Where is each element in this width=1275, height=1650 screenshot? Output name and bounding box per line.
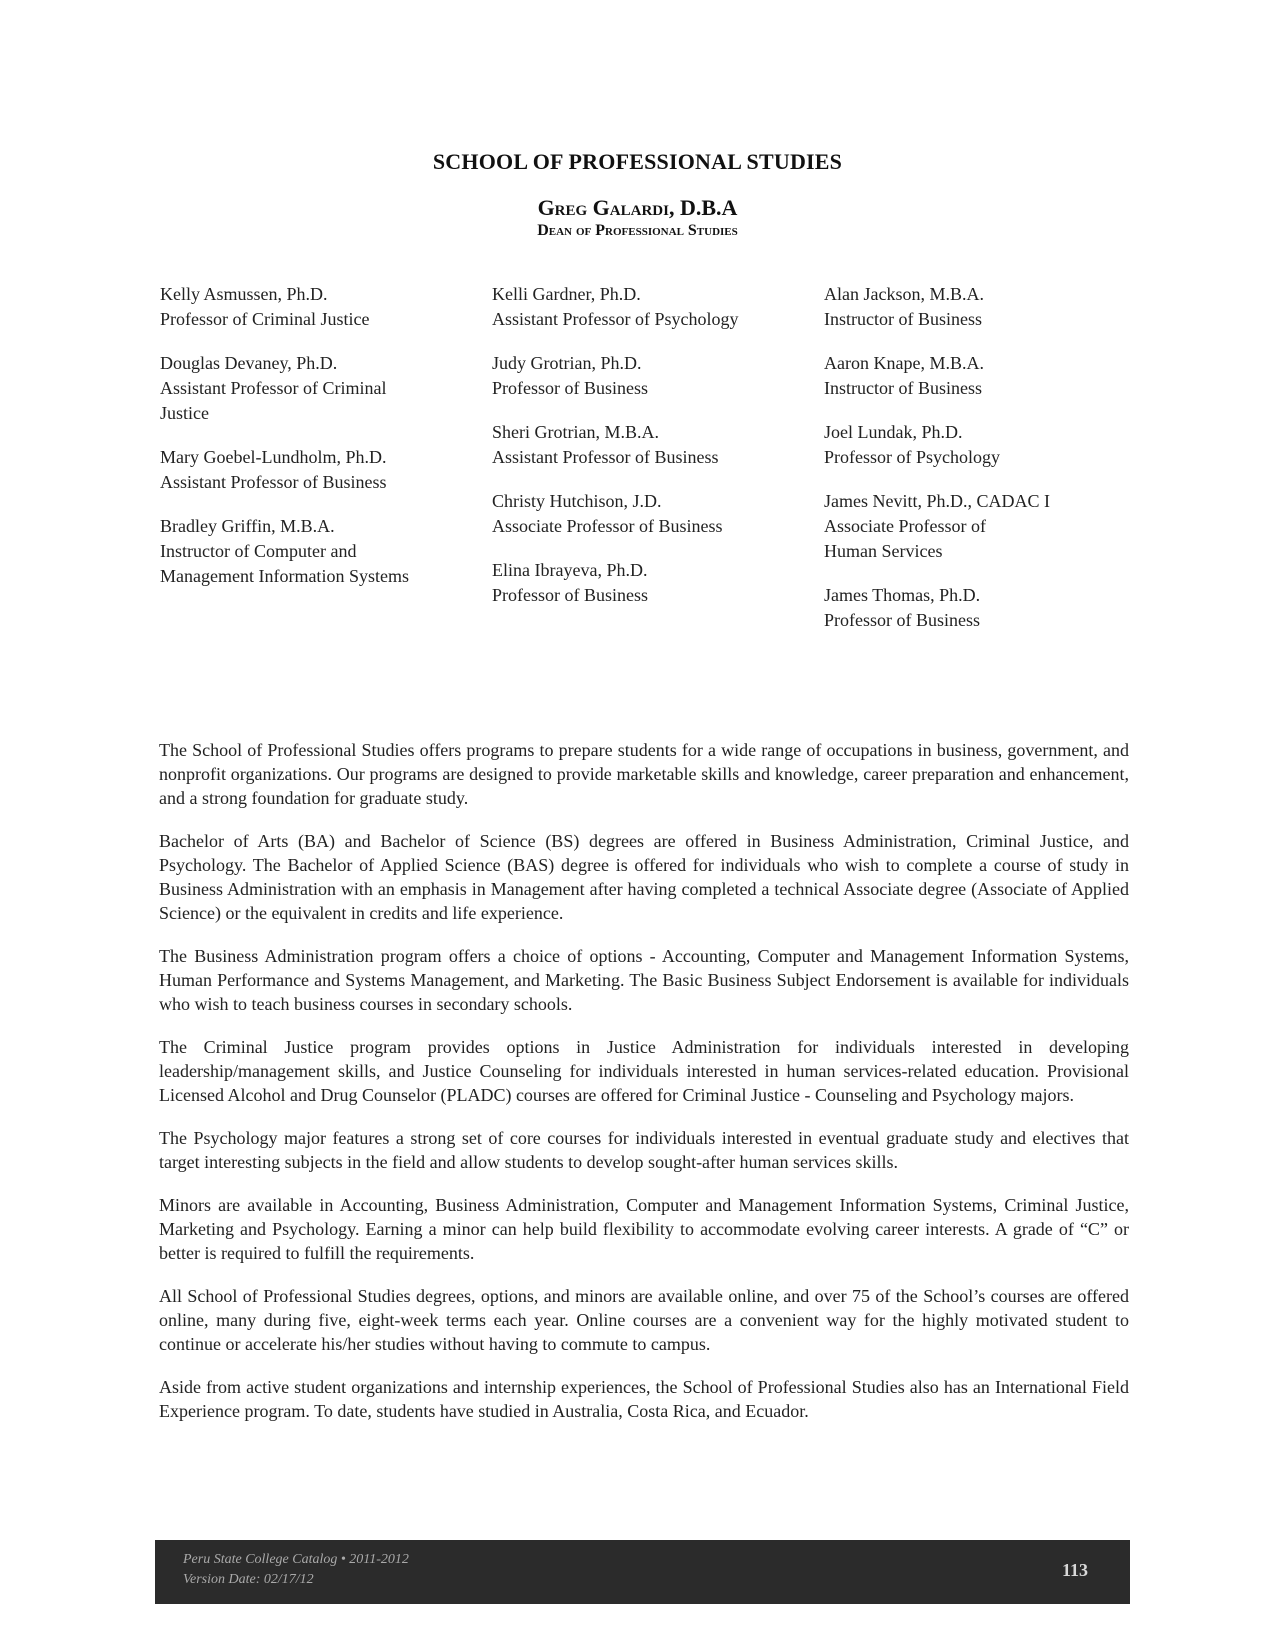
faculty-member [492,351,792,401]
faculty-member [160,282,460,332]
faculty-column-1 [160,282,460,608]
faculty-title: Professor of Business [492,378,648,398]
dean-title: Dean of Professional Studies [537,222,738,239]
faculty-member [824,489,1114,564]
faculty-title: Associate Professor of Human Services [824,516,986,561]
faculty-column-2 [492,282,792,627]
page-title: SCHOOL OF PROFESSIONAL STUDIES [432,149,843,174]
faculty-member [824,282,1114,332]
faculty-title: Assistant Professor of Business [160,472,387,492]
paragraph-criminal-justice: The Criminal Justice program provides options in Justice Administration for individuals interested in developing leadership/management skills, and Justice Counseling for individuals interested in human services-related education. Provisional Licensed Alcohol and Drug Counselor (PLADC) courses are offered for Criminal Justice - Counseling and Psychology majors. [159,1037,1129,1105]
page-number: 113 [1061,1560,1088,1580]
faculty-name: Judy Grotrian, Ph.D. [492,353,642,373]
faculty-member [160,514,460,589]
faculty-member [492,282,792,332]
faculty-member [492,558,792,608]
paragraph-online: All School of Professional Studies degrees, options, and minors are available online, and over 75 of the School’s courses are offered online, many during five, eight-week terms each year. Online courses are a convenient way for the highly motivated student to continue or accelerate his/her studies without having to commute to campus. [159,1286,1129,1354]
school-description [159,738,1129,1442]
faculty-member [160,351,460,426]
faculty-name: Sheri Grotrian, M.B.A. [492,422,659,442]
page-footer [155,1540,1130,1604]
faculty-title: Instructor of Computer and Management Information Systems [160,541,409,586]
paragraph-degrees: Bachelor of Arts (BA) and Bachelor of Science (BS) degrees are offered in Business Administration, Criminal Justice, and Psychology. The Bachelor of Applied Science (BAS) degree is offered for individuals who wish to complete a course of study in Business Administration with an emphasis in Management after having completed a technical Associate degree (Associate of Applied Science) or the equivalent in credits and life experience. [159,831,1129,923]
faculty-member [824,583,1114,633]
faculty-name: Aaron Knape, M.B.A. [824,353,984,373]
faculty-member [160,445,460,495]
faculty-name: Christy Hutchison, J.D. [492,491,662,511]
faculty-name: James Nevitt, Ph.D., CADAC I [824,491,1050,511]
faculty-title: Assistant Professor of Business [492,447,719,467]
faculty-title: Assistant Professor of Psychology [492,309,739,329]
faculty-title: Associate Professor of Business [492,516,723,536]
faculty-name: Mary Goebel-Lundholm, Ph.D. [160,447,387,467]
faculty-title: Instructor of Business [824,309,982,329]
faculty-member [492,420,792,470]
faculty-name: Elina Ibrayeva, Ph.D. [492,560,648,580]
faculty-name: Kelli Gardner, Ph.D. [492,284,641,304]
paragraph-minors: Minors are available in Accounting, Business Administration, Computer and Management Information Systems, Criminal Justice, Marketing and Psychology. Earning a minor can help build flexibility to accommodate evolving career interests. A grade of “C” or better is required to fulfill the requirements. [159,1195,1129,1263]
faculty-name: Douglas Devaney, Ph.D. [160,353,338,373]
faculty-member [824,351,1114,401]
faculty-title: Professor of Business [824,610,980,630]
dean-name: Greg Galardi, D.B.A [537,195,738,220]
footer-catalog-info [183,1550,409,1590]
paragraph-business-administration: The Business Administration program offers a choice of options - Accounting, Computer and Management Information Systems, Human Performance and Systems Management, and Marketing. The Basic Business Subject Endorsement is available for individuals who wish to teach business courses in secondary schools. [159,946,1129,1014]
faculty-member [824,420,1114,470]
paragraph-overview: The School of Professional Studies offers programs to prepare students for a wide range of occupations in business, government, and nonprofit organizations. Our programs are designed to provide marketable skills and knowledge, career preparation and enhancement, and a strong foundation for graduate study. [159,740,1129,808]
faculty-name: Joel Lundak, Ph.D. [824,422,963,442]
faculty-title: Professor of Business [492,585,648,605]
paragraph-field-experience: Aside from active student organizations and internship experiences, the School of Professional Studies also has an International Field Experience program. To date, students have studied in Australia, Costa Rica, and Ecuador. [159,1377,1129,1421]
faculty-name: Alan Jackson, M.B.A. [824,284,984,304]
faculty-column-3 [824,282,1114,652]
paragraph-psychology: The Psychology major features a strong set of core courses for individuals interested in eventual graduate study and electives that target interesting subjects in the field and allow students to develop sought-after human services skills. [159,1128,1129,1172]
faculty-title: Professor of Criminal Justice [160,309,370,329]
faculty-name: Kelly Asmussen, Ph.D. [160,284,328,304]
faculty-name: James Thomas, Ph.D. [824,585,981,605]
faculty-title: Assistant Professor of Criminal Justice [160,378,387,423]
faculty-title: Instructor of Business [824,378,982,398]
faculty-name: Bradley Griffin, M.B.A. [160,516,335,536]
footer-catalog-name: Peru State College Catalog • 2011-2012 [183,1552,409,1567]
footer-version-date: Version Date: 02/17/12 [183,1572,314,1587]
faculty-title: Professor of Psychology [824,447,1000,467]
faculty-member [492,489,792,539]
